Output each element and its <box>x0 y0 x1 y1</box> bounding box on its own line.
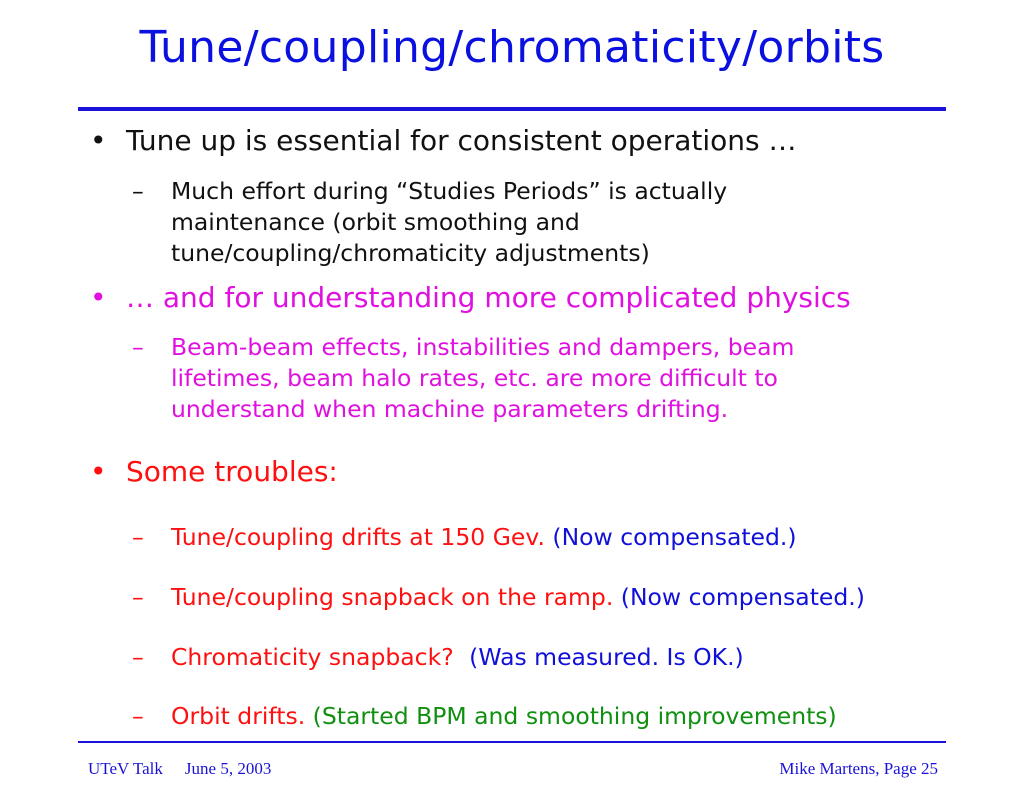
bullet-2-marker: • <box>90 281 107 314</box>
trouble-status: (Started BPM and smoothing improvements) <box>312 702 837 730</box>
trouble-status: (Now compensated.) <box>620 583 865 611</box>
footer-left <box>88 759 271 779</box>
bullet-1-sub-1-line-2: maintenance (orbit smoothing and <box>171 208 580 236</box>
bullet-1-sub-1-text <box>171 176 727 269</box>
footer-event: UTeV Talk <box>88 759 163 778</box>
title-divider <box>78 107 946 111</box>
bullet-1-marker: • <box>90 124 107 157</box>
trouble-item-marker: – <box>132 583 144 611</box>
trouble-status: (Was measured. Is OK.) <box>469 643 744 671</box>
trouble-issue: Orbit drifts. <box>171 702 306 730</box>
bullet-1-sub-1-line-1: Much effort during “Studies Periods” is actually <box>171 177 728 205</box>
footer-date: June 5, 2003 <box>184 759 272 778</box>
bullet-2-sub-1-marker: – <box>132 333 144 361</box>
footer-divider <box>78 741 946 743</box>
bullet-2-text: … and for understanding more complicated physics <box>126 281 851 314</box>
bullet-3-text: Some troubles: <box>126 455 338 488</box>
trouble-issue: Chromaticity snapback? <box>171 643 454 671</box>
footer-page-label: Mike Martens, Page 25 <box>779 759 938 778</box>
trouble-item-marker: – <box>132 523 144 551</box>
bullet-3-marker: • <box>90 455 107 488</box>
bullet-2-sub-1-line-2: lifetimes, beam halo rates, etc. are more difficult to <box>171 364 778 392</box>
trouble-issue: Tune/coupling drifts at 150 Gev. <box>171 523 545 551</box>
page-title: Tune/coupling/chromaticity/orbits <box>139 22 885 73</box>
bullet-2-sub-1-line-1: Beam-beam effects, instabilities and dampers, beam <box>171 333 795 361</box>
trouble-issue: Tune/coupling snapback on the ramp. <box>171 583 614 611</box>
trouble-status: (Now compensated.) <box>552 523 797 551</box>
bullet-2-sub-1-line-3: understand when machine parameters drifting. <box>171 395 729 423</box>
trouble-item-marker: – <box>132 702 144 730</box>
bullet-2-sub-1-text <box>171 332 794 425</box>
bullet-1-sub-1-line-3: tune/coupling/chromaticity adjustments) <box>171 239 650 267</box>
bullet-1-sub-1-marker: – <box>132 177 144 205</box>
trouble-item-marker: – <box>132 643 144 671</box>
bullet-1-text: Tune up is essential for consistent operations … <box>126 124 797 157</box>
